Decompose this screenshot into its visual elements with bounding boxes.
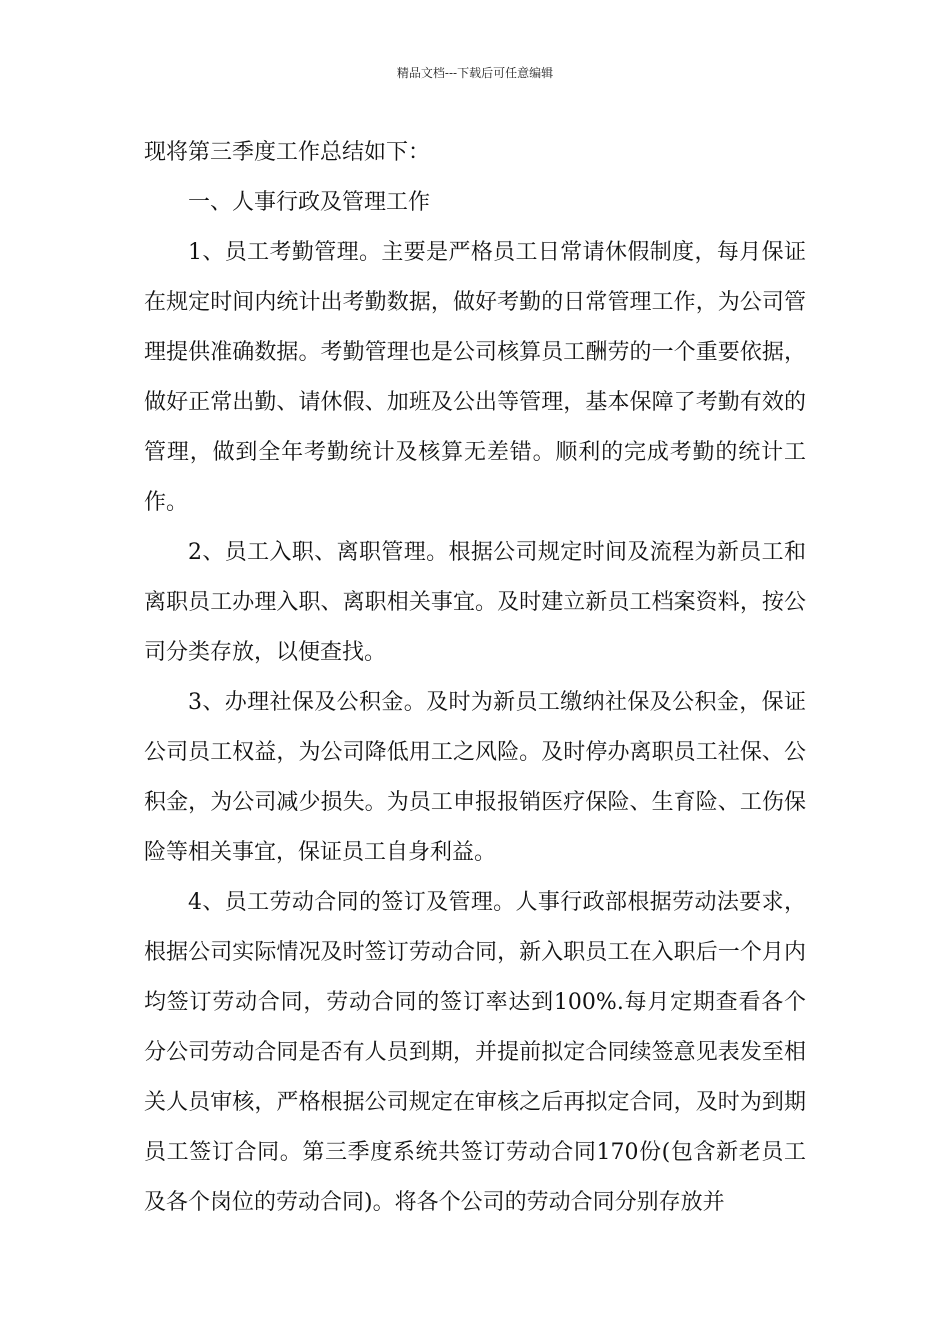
paragraph-attendance: 1、员工考勤管理。主要是严格员工日常请休假制度，每月保证在规定时间内统计出考勤数据，做好考勤的日常管理工作，为公司管理提供准确数据。考勤管理也是公司核算员工酬劳的一个重要依据，做好正常出勤、请休假、加班及公出等管理，基本保障了考勤有效的管理，做到全年考勤统计及核算无差错。顺利的完成考勤的统计工作。 bbox=[144, 240, 806, 515]
section-heading: 一、人事行政及管理工作 bbox=[188, 190, 431, 215]
document-body bbox=[144, 128, 806, 1228]
paragraph-labor-contract: 4、员工劳动合同的签订及管理。人事行政部根据劳动法要求，根据公司实际情况及时签订劳动合同，新入职员工在入职后一个月内均签订劳动合同，劳动合同的签订率达到100%.每月定期查看各个分公司劳动合同是否有人员到期，并提前拟定合同续签意见表发至相关人员审核，严格根据公司规定在审核之后再拟定合同，及时为到期员工签订合同。第三季度系统共签订劳动合同170份(包含新老员工及各个岗位的劳动合同)。将各个公司的劳动合同分别存放并 bbox=[144, 890, 806, 1215]
paragraph-social-security: 3、办理社保及公积金。及时为新员工缴纳社保及公积金，保证公司员工权益，为公司降低用工之风险。及时停办离职员工社保、公积金，为公司减少损失。为员工申报报销医疗保险、生育险、工伤保险等相关事宜，保证员工自身利益。 bbox=[144, 690, 806, 865]
intro-line: 现将第三季度工作总结如下： bbox=[144, 140, 431, 165]
paragraph-onboarding: 2、员工入职、离职管理。根据公司规定时间及流程为新员工和离职员工办理入职、离职相关事宜。及时建立新员工档案资料，按公司分类存放，以便查找。 bbox=[144, 540, 806, 665]
page-header: 精品文档---下载后可任意编辑 bbox=[396, 66, 554, 80]
